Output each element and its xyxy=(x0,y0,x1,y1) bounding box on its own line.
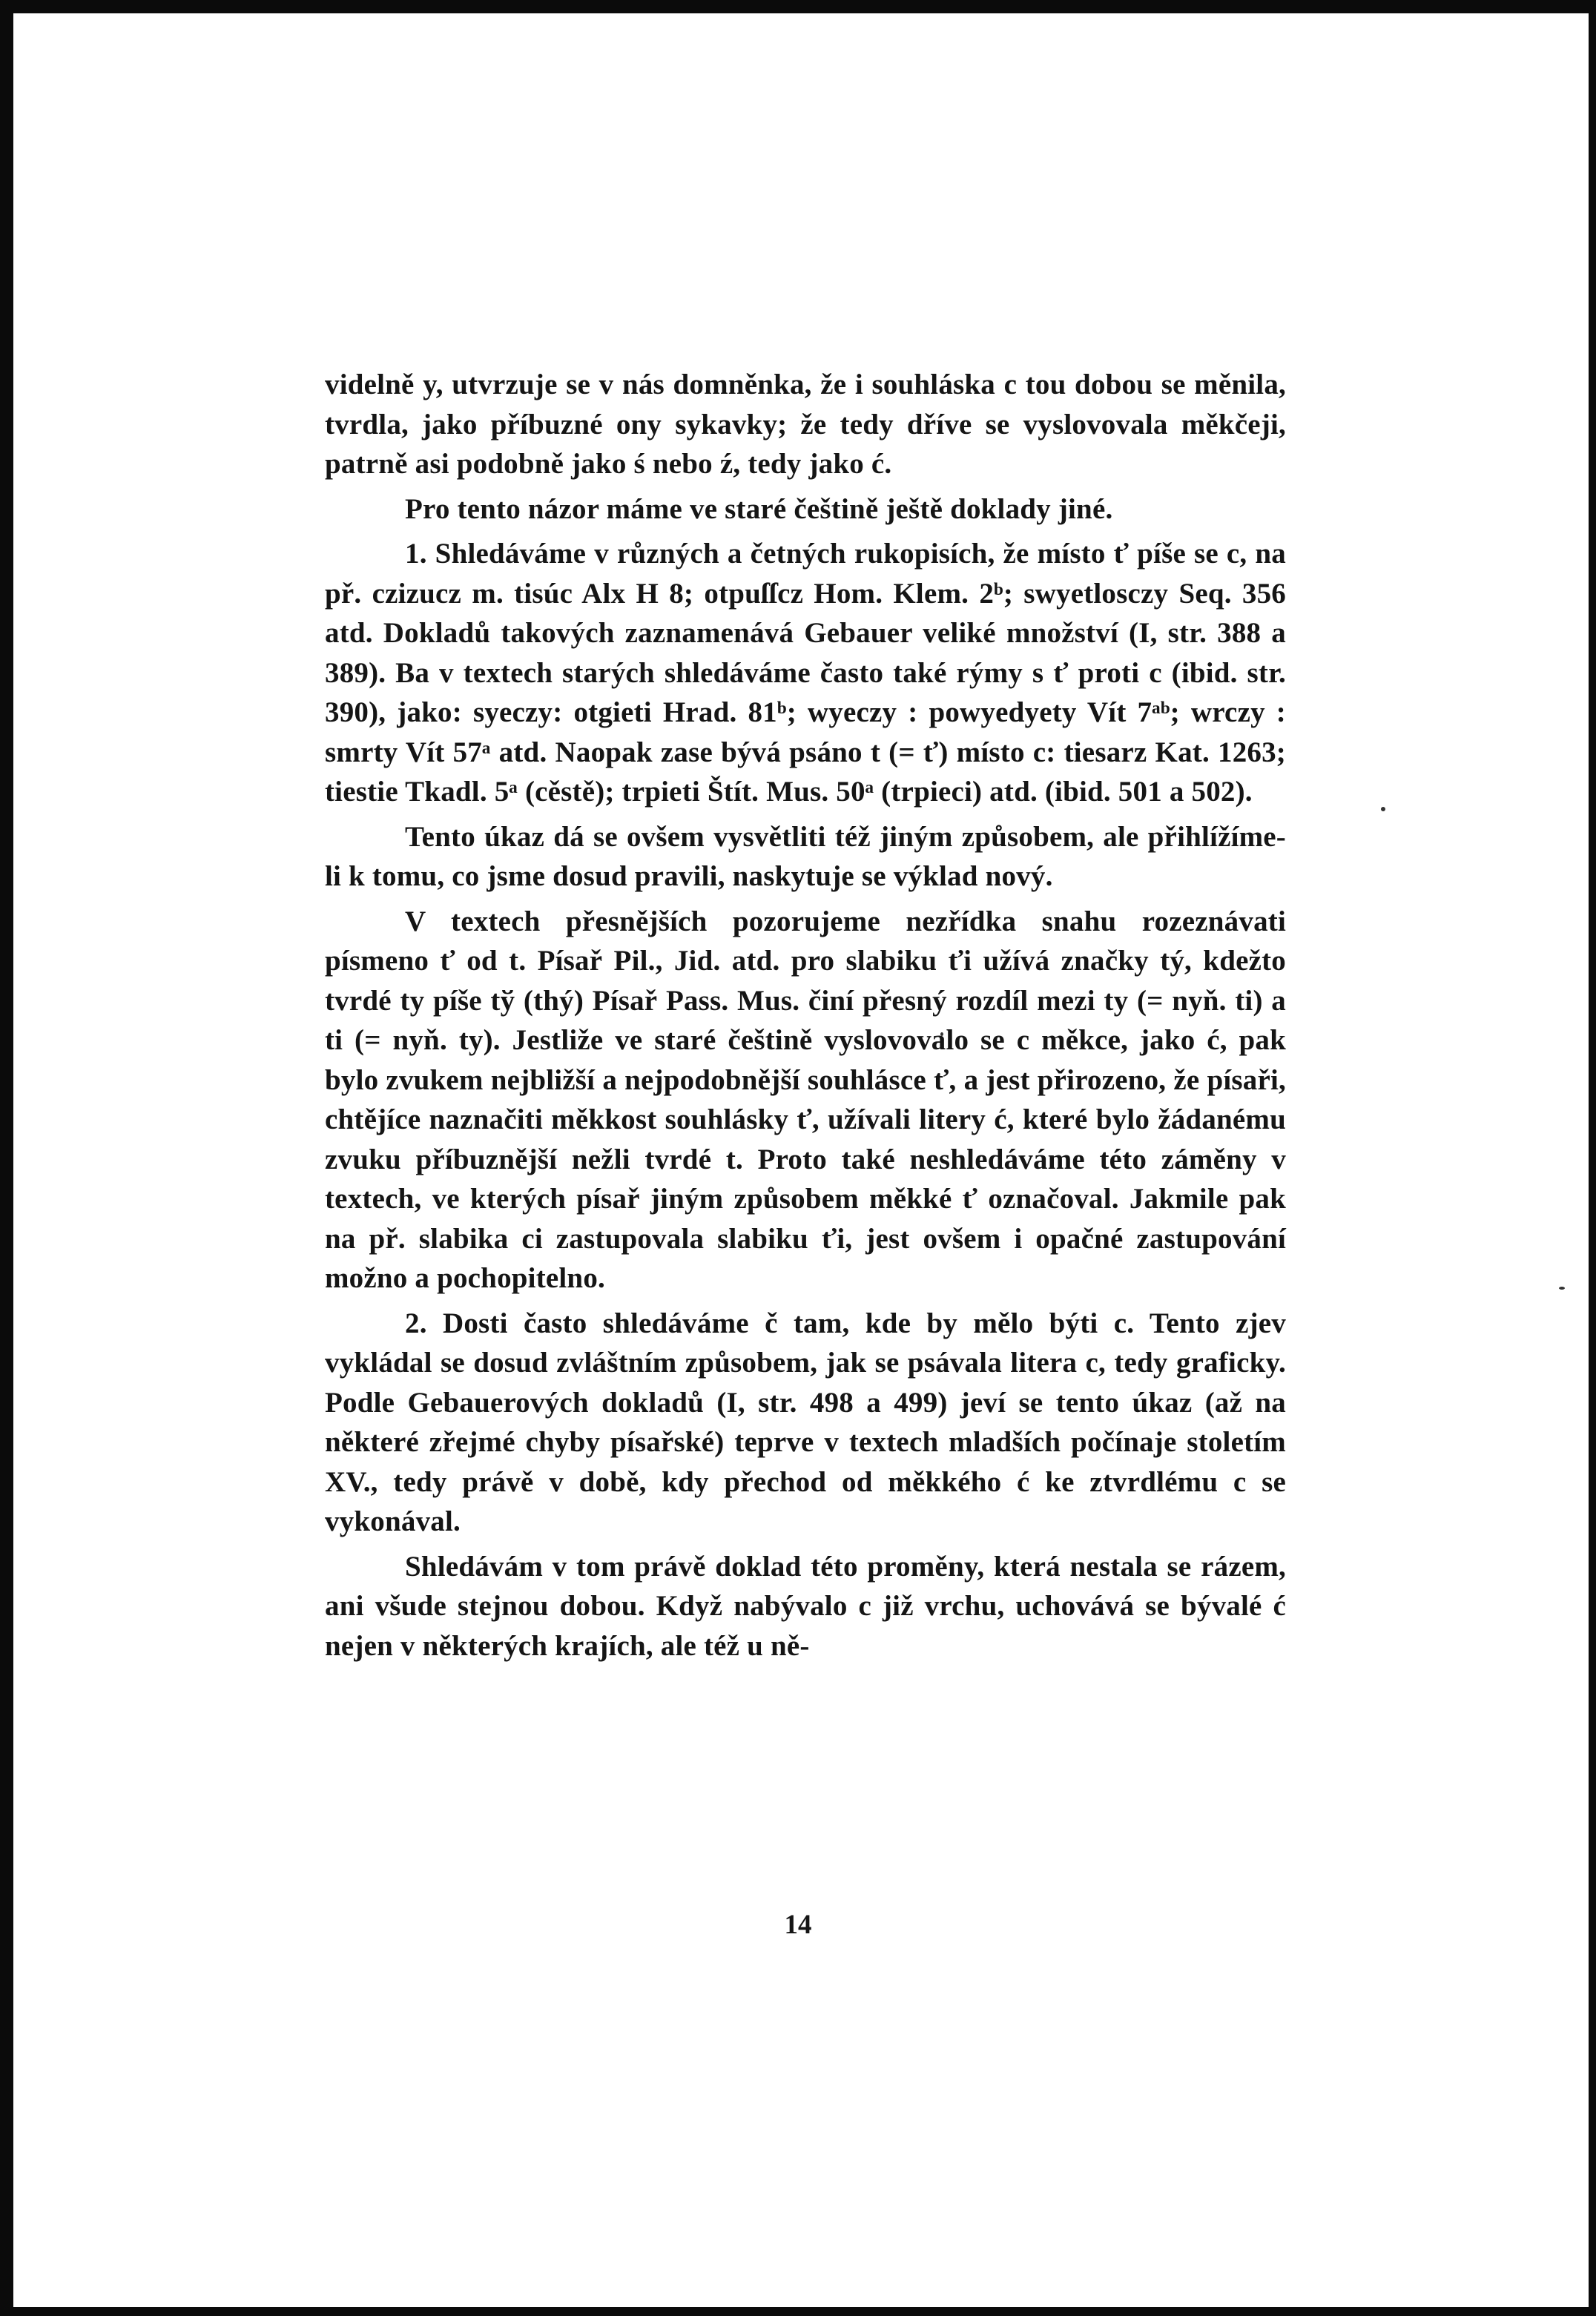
scan-speck xyxy=(1381,807,1385,811)
scan-border-left xyxy=(0,0,13,2316)
body-text xyxy=(325,365,1286,1671)
scan-speck xyxy=(1559,1287,1565,1290)
paragraph: Shledávám v tom právě doklad této proměny, která nestala se rázem, ani všude stejnou dobou. Když nabývalo c již vrchu, uchovává se bývalé ć nejen v některých krajích, ale též u ně- xyxy=(325,1550,1286,1662)
paragraph: Tento úkaz dá se ovšem vysvětliti též jiným způsobem, ale přihlížíme-li k tomu, co jsme dosud pravili, naskytuje se výklad nový. xyxy=(325,820,1286,892)
paragraph: videlně y, utvrzuje se v nás domněnka, že i souhláska c tou dobou se měnila, tvrdla, jako příbuzné ony sykavky; že tedy dříve se vyslovovala měkčeji, patrně asi podobně jako ś nebo ź, tedy jako ć. xyxy=(325,369,1286,480)
page-number: 14 xyxy=(784,1910,812,1940)
scan-border-top xyxy=(0,0,1596,13)
paragraph: Pro tento názor máme ve staré češtině ještě doklady jiné. xyxy=(405,492,1113,525)
scan-border-bottom xyxy=(0,2307,1596,2316)
paragraph: 2. Dosti často shledáváme č tam, kde by mělo býti c. Tento zjev vykládal se dosud zvláštním způsobem, jak se psávala litera c, tedy graficky. Podle Gebauerových dokladů (I, str. 498 a 499) jeví se tento úkaz (až na některé zřejmé chyby písařské) teprve v textech mladších počínaje stoletím XV., tedy právě v době, kdy přechod od měkkého ć ke ztvrdlému c se vykonával. xyxy=(325,1307,1286,1537)
paragraph: 1. Shledáváme v různých a četných rukopisích, že místo ť píše se c, na př. czizucz m. tisúc Alx H 8; otpuſſcz Hom. Klem. 2ᵇ; swyetlosczy Seq. 356 atd. Dokladů takových zaznamenává Gebauer veliké množství (I, str. 388 a 389). Ba v textech starých shledáváme často také rýmy s ť proti c (ibid. str. 390), jako: syeczy: otgieti Hrad. 81ᵇ; wyeczy : powyedyety Vít 7ᵃᵇ; wrczy : smrty Vít 57ᵃ atd. Naopak zase bývá psáno t (= ť) místo c: tiesarz Kat. 1263; tiestie Tkadl. 5ᵃ (cěstě); trpieti Štít. Mus. 50ᵃ (trpieci) atd. (ibid. 501 a 502). xyxy=(325,538,1286,808)
paragraph: V textech přesnějších pozorujeme nezřídka snahu rozeznávati písmeno ť od t. Písař Pil., Jid. atd. pro slabiku ťi užívá značky tý, kdežto tvrdé ty píše tў (thý) Písař Pass. Mus. činí přesný rozdíl mezi ty (= nyň. ti) a ti (= nyň. ty). Jestliže ve staré češtině vyslovovalo se c měkce, jako ć, pak bylo zvukem nejbližší a nejpodobnější souhlásce ť, a jest přirozeno, že písaři, chtějíce naznačiti měkkost souhlásky ť, užívali litery ć, které bylo žádanému zvuku příbuznější nežli tvrdé t. Proto také neshledáváme této záměny v textech, ve kterých písař jiným způsobem měkké ť označoval. Jakmile pak na př. slabika ci zastupovala slabiku ťi, jest ovšem i opačné zastupování možno a pochopitelno. xyxy=(325,905,1286,1294)
scan-border-right xyxy=(1589,0,1596,2316)
